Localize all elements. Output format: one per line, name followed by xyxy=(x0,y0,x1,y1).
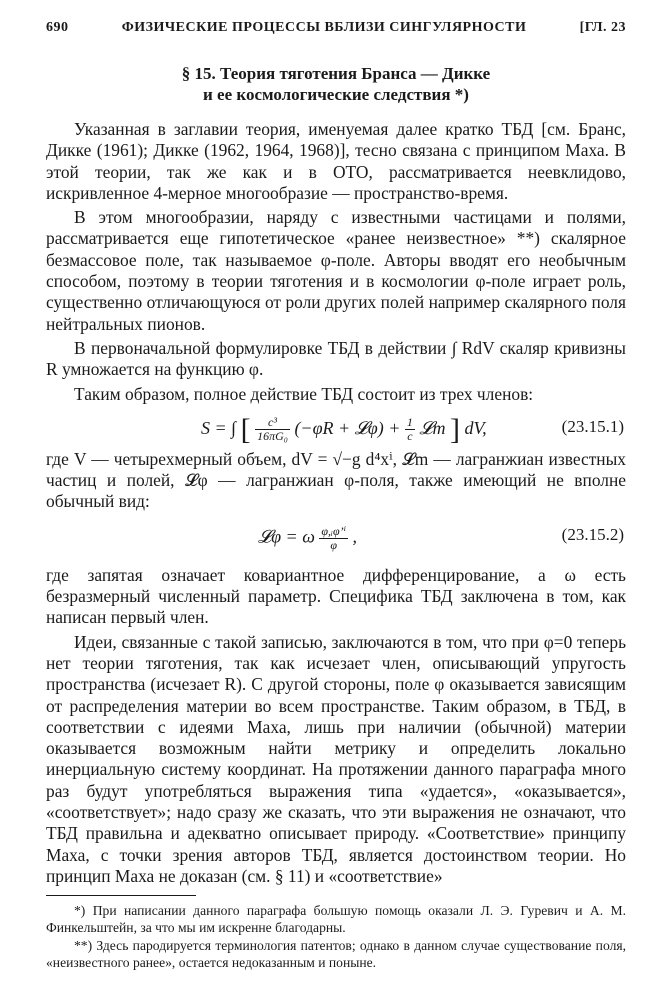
eq2-end: , xyxy=(352,526,357,547)
eq1-numerator: c³ xyxy=(255,416,290,430)
equation-1-number: (23.15.1) xyxy=(561,416,624,436)
eq1-lhs: S = ∫ xyxy=(201,417,237,438)
equation-23-15-1 xyxy=(46,405,626,449)
equation-2-body xyxy=(258,525,357,552)
paragraph-2: В этом многообразии, наряду с известными частицами и полями, рассматривается еще гипотетическое «ранее неизвестное» **) скалярное безмассовое поле, так называемое φ-поле. Авторы вводят его необычным способом, поэтому в теории тяготения и в космологии φ-поле играет роль, существенно отличающуюся от роли других полей например скалярного поля нейтральных пионов. xyxy=(46,207,626,334)
eq2-lhs: 𝓛φ = ω xyxy=(258,526,315,547)
eq1-denominator-2: c xyxy=(407,429,413,444)
equation-23-15-2 xyxy=(46,513,626,565)
eq1-end: dV, xyxy=(464,417,487,438)
paragraph-after-eq1: где V — четырехмерный объем, dV = √−g d⁴xⁱ, 𝓛m — лагранжиан известных частиц и полей, 𝓛φ — лагранжиан φ-поля, также имеющий не вполне обычный вид: xyxy=(46,448,626,512)
eq1-numerator-2: 1 xyxy=(406,415,413,430)
running-header xyxy=(46,20,626,46)
eq1-tail: 𝓛m xyxy=(419,417,446,438)
equation-2-number: (23.15.2) xyxy=(561,524,624,544)
section-heading xyxy=(46,63,626,105)
eq1-middle: (−φR + 𝓛φ) + xyxy=(294,417,401,438)
equation-1-body: S = ∫ [ $\frac{\text{c³}}{\text{16πG₀}}$ (−φR + 𝓛φ) + $\frac{1}{c}$ 𝓛m ] dV, xyxy=(201,412,487,446)
page-number: 690 xyxy=(46,20,69,35)
paragraph-1: Указанная в заглавии теория, именуемая далее кратко ТБД [см. Бранс, Дикке (1961); Дикке (1962, 1964, 1968)], тесно связана с принципом Маха. В этой теории, так же как и в ОТО, рассматривается неевклидово, искривленное 4-мерное многообразие — пространство-время. xyxy=(46,119,626,203)
eq2-fraction xyxy=(319,525,348,552)
paragraph-3: В первоначальной формулировке ТБД в действии ∫ RdV скаляр кривизны R умножается на функцию φ. xyxy=(46,337,626,380)
paragraph-4: Таким образом, полное действие ТБД состоит из трех членов: xyxy=(74,383,534,404)
paragraph-5: где запятая означает ковариантное дифференцирование, а ω есть безразмерный численный параметр. Специфика ТБД заключена в том, как написан первый член. xyxy=(46,564,626,628)
section-title-line-1: § 15. Теория тяготения Бранса — Дикке xyxy=(181,64,491,83)
chapter-label: [ГЛ. 23 xyxy=(579,20,626,35)
eq1-denominator: 16πG₀ xyxy=(257,429,288,444)
footnote-divider xyxy=(46,895,196,896)
running-title: ФИЗИЧЕСКИЕ ПРОЦЕССЫ ВБЛИЗИ СИНГУЛЯРНОСТИ xyxy=(121,20,527,35)
paragraph-6: Идеи, связанные с такой записью, заключаются в том, что при φ=0 теперь нет теории тяготения, так как исчезает член, описывающий упругость пространства (исчезает R). С другой стороны, поле φ оказывается зависящим от распределения материи во всем пространстве. Таким образом, в ТБД, в соответствии с идеями Маха, лишь при наличии (обычной) материи оказывается возможным найти метрику и определить локально инерциальную систему координат. На протяжении данного параграфа много раз будут употребляться выражения типа «удается», «оказывается», «соответствует»; надо сразу же сказать, что эти выражения не означают, что ТБД правильна и адекватно описывает природу. «Соответствие» принципу Маха, с точки зрения авторов ТБД, является достоинством теории. Но принцип Маха не доказан (см. § 11) и «соответствие» xyxy=(46,631,626,886)
eq2-denominator: φ xyxy=(330,537,338,552)
book-page xyxy=(46,20,626,971)
eq2-numerator: φ,ᵢφ’ⁱ xyxy=(321,523,346,538)
footnote-2: **) Здесь пародируется терминология патентов; однако в данном случае существование поля, «неизвестного ранее», остается недоказанным и поныне. xyxy=(46,938,626,971)
section-title-line-2: и ее космологические следствия *) xyxy=(203,85,469,104)
eq1-fraction xyxy=(255,416,290,443)
eq1-fraction-2 xyxy=(405,416,415,443)
footnote-1: *) При написании данного параграфа большую помощь оказали Л. Э. Гуревич и А. М. Финкельштейн, за что мы им искренне благодарны. xyxy=(46,903,626,936)
